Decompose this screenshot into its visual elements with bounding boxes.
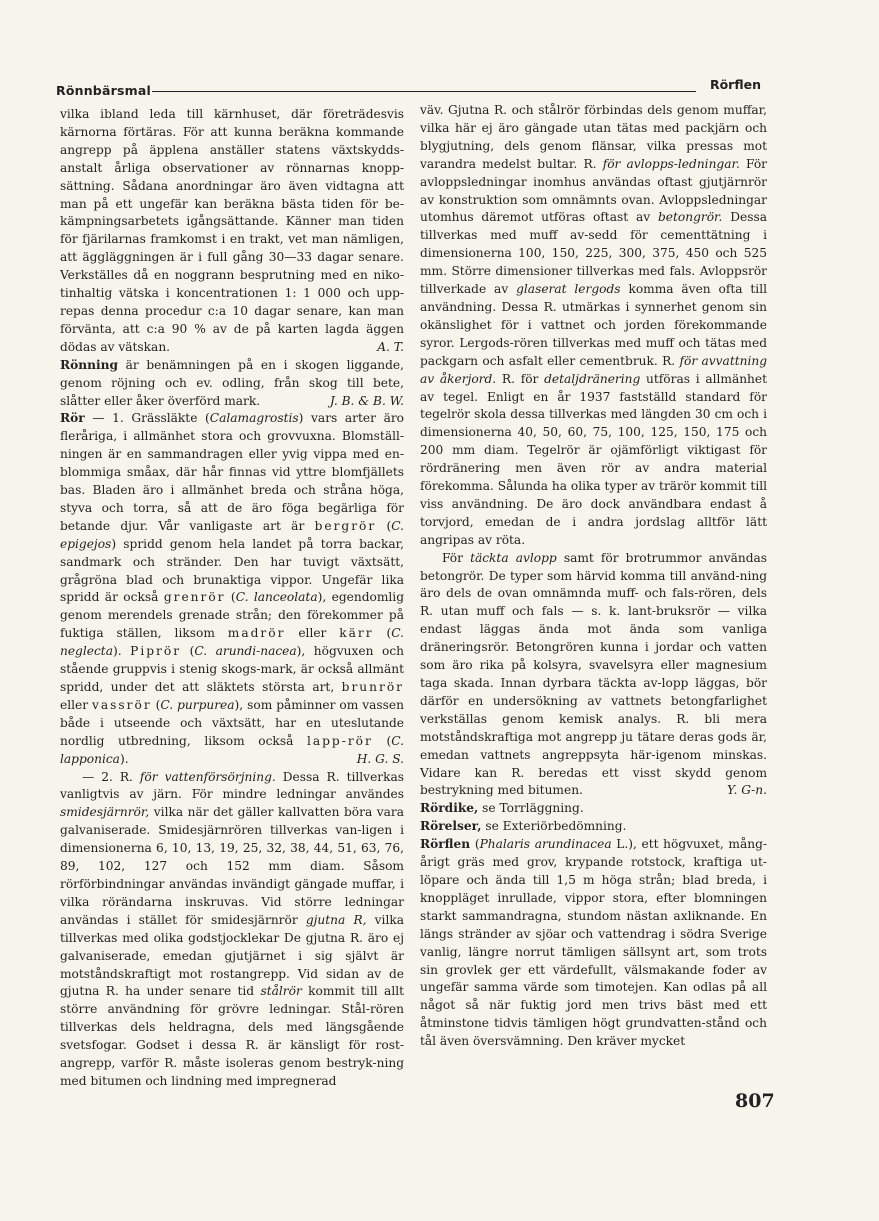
text-run: brunrör <box>341 680 404 694</box>
text-run: — 1. Grässläkte ( <box>92 411 210 426</box>
headword: Rör <box>60 411 85 426</box>
running-header-left: Rönnbärsmal <box>56 83 151 98</box>
text-run: För <box>442 550 463 565</box>
text-run: ( <box>230 590 236 605</box>
text-run: för avlopps-ledningar. <box>602 156 740 171</box>
text-run: ). <box>119 751 129 766</box>
headword: Rörflen <box>420 837 471 852</box>
text-run: ), som påminner om vassen både i utseende och växtsätt, har en uteslutande nordlig utbredning, liksom också <box>60 697 404 748</box>
text-run: se Torrläggning. <box>482 801 584 816</box>
text-run: vilka tillverkas med olika godstjocklekar De gjutna R. äro ej galvaniserade, emedan gjutjärnet i sig självt är motståndskraftigt mot rostangrepp. Vid sidan av de gjutna R. ha under senare tid <box>60 912 405 999</box>
text-run: detaljdränering <box>544 371 641 386</box>
signature: A. T. <box>377 339 404 354</box>
text-run: kärr <box>339 626 374 641</box>
text-run: täckta avlopp <box>470 550 557 565</box>
text-run: grenrör <box>163 590 226 605</box>
text-run: C. lapponica <box>60 733 404 766</box>
text-run: betongrör. <box>657 210 723 225</box>
signature: J. B. & B. W. <box>329 393 404 408</box>
text-run: ( <box>155 697 161 712</box>
signature: H. G. S. <box>356 751 404 766</box>
headword: Rörelser, <box>420 819 482 834</box>
text-run: är benämningen på en i skogen liggande, genom röjning och ev. odling, från skog till bete, slåtter eller åker överförd mark. <box>60 357 404 408</box>
text-run: utföras i allmänhet av tegel. Enligt en år 1937 fastställd standard för tegelrör skola dessa tillverkas med längden 30 cm och i dimensionerna 40, 50, 60, 75, 100, 125, 150, 175 och 200 mm diam. Tegelrör är ojämförligt viktigast för rördränering men även rör av andra material förekomma. Sålunda ha olika typer av trärör kommit till viss användning. De äro dock användbara endast å torvjord, emedan de i andra jordslag alltför lätt angripas av röta. <box>420 371 768 547</box>
paragraph-ronnbarsmal-cont <box>60 106 404 357</box>
text-run: kommit till allt större användning för grövre ledningar. Stål-rören tillverkas dels heldragna, dels med längsgående svetsfogar. Godset i dessa R. är känsligt för rost-angrepp, varför R. måste isoleras genom bestryk-ning med bitumen och lindning med impregnerad <box>60 984 405 1088</box>
text-run: komma även ofta till användning. Dessa R. utmärkas i synnerhet genom sin okänslighet för i vattnet och jorden förekommande syror. Lergods-rören tillverkas med muff och tätas med packgarn och asfalt eller cementbruk. R. <box>420 282 767 368</box>
text-run: glaserat lergods <box>516 282 621 297</box>
text-run: eller <box>60 697 89 712</box>
text-run: Phalaris arundinacea <box>479 837 612 852</box>
text-run: för vattenförsörjning. <box>139 769 276 784</box>
paragraph-tackta-avlopp <box>420 550 767 801</box>
page-number: 807 <box>735 1090 775 1112</box>
text-run: Piprör <box>130 644 182 659</box>
header-rule <box>152 91 696 92</box>
entry-ronning <box>60 357 404 411</box>
text-run: ( <box>386 518 392 533</box>
text-run: ( <box>386 626 392 641</box>
text-run: ), högvuxen och stående gruppvis i stenig skogs-mark, är också allmänt spridd, under det att släktets största art, <box>60 644 405 694</box>
text-run: väv. Gjutna R. och stålrör förbindas dels genom muffar, vilka här ej äro gängade utan tätas med packjärn och blygjutning, dels genom flänsar, vilka pressas mot varandra medelst bultar. R. <box>420 103 767 171</box>
right-column <box>420 102 767 1051</box>
text-run: se Exteriörbedömning. <box>485 819 627 834</box>
text-run: C. arundi-nacea <box>194 644 297 659</box>
running-header-right: Rörflen <box>709 77 761 92</box>
text-run: ( <box>386 733 392 748</box>
text-run: ). <box>112 644 122 659</box>
entry-ror-1 <box>60 410 404 768</box>
text-run: för avvattning av åkerjord. <box>420 353 768 386</box>
text-run: ) spridd genom hela landet på torra backar, sandmark och stränder. Den har tuvigt växtsätt, grågröna blad och brunaktiga vippor. Ungefär lika spridd är också <box>60 536 404 605</box>
text-run: C. lanceolata <box>235 590 318 605</box>
text-run: För avloppsledningar inomhus användas oftast gjutjärnrör av konstruktion som omnämnts ovan. Avloppsledningar utomhus däremot utföras oftast av <box>420 156 767 225</box>
signature: Y. G-n. <box>726 783 767 798</box>
text-run: — 2. R. <box>82 769 133 784</box>
entry-rordike <box>420 800 767 818</box>
text-run: ) vars arter äro fleråriga, i allmänhet stora och grovvuxna. Blomställ-ningen är en sammandragen eller yvig vippa med en-blommiga småax, där hår finnas vid yttre blomfjällets bas. Bladen äro i allmänhet breda och stråna höga, styva och torra, så att de äro föga begärliga för betande djur. Vår vanligaste art är <box>60 411 404 533</box>
text-run: C. neglecta <box>60 626 405 659</box>
text-run: Calamagrostis <box>209 411 299 426</box>
text-run: bergrör <box>314 518 377 533</box>
text-run: vilka när det gäller kallvatten böra vara galvaniserade. Smidesjärnrören tillverkas van-ligen i dimensionerna 6, 10, 13, 19, 25, 32, 38, 44, 51, 63, 76, 89, 102, 127 och 152 mm diam. Såsom rörförbindningar användas invändigt gängade muffar, i vilka rörändarna inskruvas. Vid större ledningar användas i stället för smidesjärnrör <box>60 805 405 927</box>
text-run: C. purpurea <box>160 697 235 712</box>
entry-ror-2 <box>60 769 404 1091</box>
text-run: lapp-rör <box>306 733 373 748</box>
text-run: ), egendomlig genom merendels grenade strån; den förekommer på fuktiga ställen, liksom <box>60 590 405 641</box>
left-column <box>60 106 404 1091</box>
text-run: R. för <box>501 371 539 386</box>
text-run: vilka ibland leda till kärnhuset, där företrädesvis kärnorna förtäras. För att kunna beräkna kommande angrepp på äpplena anställer statens växtskydds-anstalt årliga observationer av rönnarnas knopp-sättning. Sådana anordningar äro även vidtagna att man på ett ungefär kan beräkna bästa tiden för be-kämpningsarbetets igångsättande. Känner man tiden för fjärilarnas framkomst i en trakt, vet man nämligen, att äggläggningen är i full gång 30—33 dagar senare. Verkställes då en noggrann besprutning med en niko-tinhaltig vätska i koncentrationen 1: 1 000 och upp-repas denna procedur c:a 10 dagar senare, kan man förvänta, att c:a 90 % av de på karten lagda äggen dödas av vätskan. <box>60 107 404 354</box>
text-run: smidesjärnrör, <box>60 805 150 820</box>
text-run: madrör <box>227 626 286 641</box>
headword: Rönning <box>60 357 118 372</box>
text-run: gjutna R, <box>305 912 367 927</box>
text-run: Dessa R. tillverkas vanligtvis av järn. För mindre ledningar användes <box>60 769 405 802</box>
entry-rorflen <box>420 836 767 1051</box>
text-run: samt för brotrummor användas betongrör. De typer som härvid komma till använd-ning äro dels de ovan omnämnda muff- och fals-rören, dels R. utan muff och fals — s. k. lant-bruksrör — vilka endast läggas ända mot ända som vanliga dräneringsrör. Betongrören kunna i jordar och vatten som äro rika på kolsyra, svavelsyra eller magnesium taga skada. Innan dyrbara täckta av-lopp läggas, bör därför en undersökning av vattnets betongfarlighet verkställas genom kemisk analys. R. bli mera motståndskraftiga mot angrepp ju tätare deras gods är, emedan vattnets angreppsyta här-igenom minskas. Vidare kan R. beredas ett visst skydd genom bestrykning med bitumen. <box>420 550 768 798</box>
entry-ror-2-cont <box>420 102 767 550</box>
text-run: C. epigejos <box>60 518 405 551</box>
text-run: L.), ett högvuxet, mång-årigt gräs med grov, krypande rotstock, kraftiga ut-löpare och ända till 1,5 m höga strån; blad breda, i knoppläget inrullade, vippor stora, efter blomningen starkt sammandragna, stundom nästan axliknande. En längs stränder av sjöar och vattendrag i södra Sverige vanlig, längre norrut tämligen sällsynt art, som trots sin grovlek ger ett värdefullt, välsmakande foder av ungefär samma värde som timotejen. Kan odlas på all något så när fuktig jord men trivs bäst med ett åtminstone tidvis tämligen högt grundvatten-stånd och tål även översvämning. Den kräver mycket <box>420 837 767 1049</box>
text-run: eller <box>298 626 327 641</box>
text-run: ( <box>189 644 195 659</box>
entry-rorelser <box>420 818 767 836</box>
text-run: Dessa tillverkas med muff av-sedd för cementtätning i dimensionerna 100, 150, 225, 300, 375, 450 och 525 mm. Större dimensioner tillverkas med fals. Avloppsrör tillverkade av <box>420 210 768 297</box>
text-run: stålrör <box>260 984 302 999</box>
text-run: vassrör <box>92 697 152 712</box>
text-run: ( <box>474 837 480 852</box>
headword: Rördike, <box>420 801 479 816</box>
